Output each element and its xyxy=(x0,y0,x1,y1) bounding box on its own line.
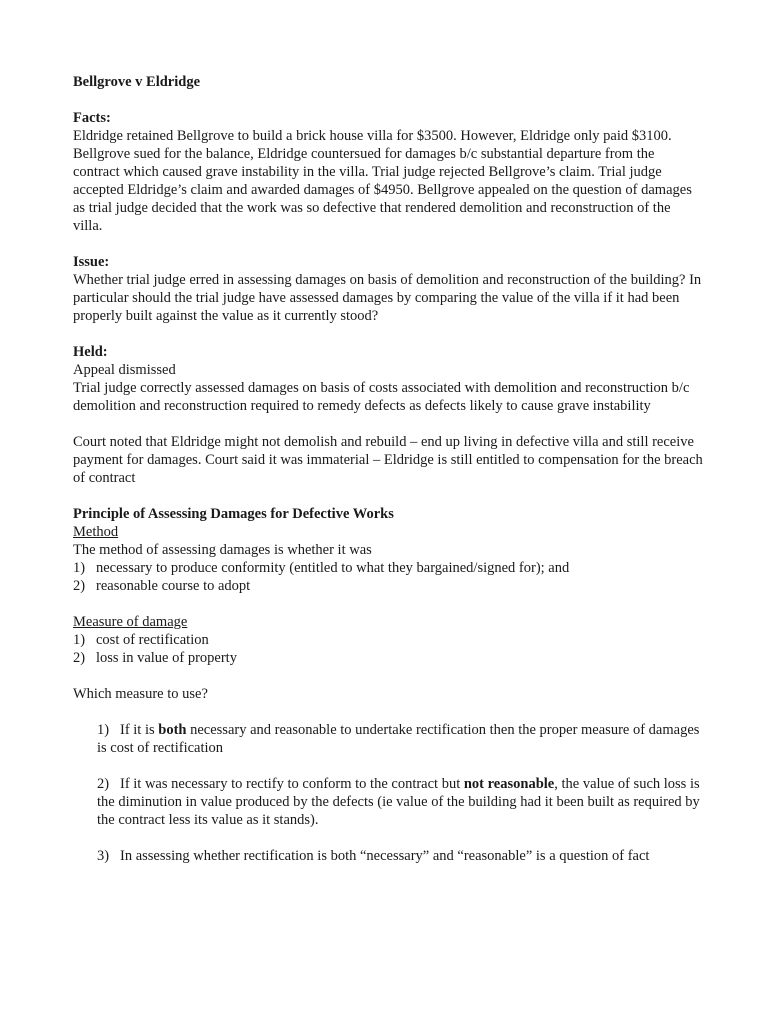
list-item xyxy=(73,649,703,667)
held-note: Court noted that Eldridge might not demolish and rebuild – end up living in defective villa and still receive payment for damages. Court said it was immaterial – Eldridge is still entitled to compensation for the breach of contract xyxy=(73,434,703,486)
list-number: 1) xyxy=(73,632,86,648)
list-item xyxy=(73,721,703,757)
facts-text: Eldridge retained Bellgrove to build a brick house villa for $3500. However, Eldridge only paid $3100. Bellgrove sued for the balance, Eldridge countersued for damages b/c substantial departure from the contract which caused grave instability in the villa. Trial judge rejected Bellgrove’s claim. Trial judge accepted Eldridge’s claim and awarded damages of $4950. Bellgrove appealed on the question of damages as trial judge decided that the work was so defective that rendered demolition and reconstruction of the villa. xyxy=(73,128,692,234)
list-item xyxy=(73,775,703,829)
facts-heading: Facts: xyxy=(73,110,111,126)
held-reasoning: Trial judge correctly assessed damages on basis of costs associated with demolition and reconstruction b/c demolition and reconstruction required to remedy defects as defects likely to cause grave instability xyxy=(73,380,690,414)
method-list xyxy=(73,559,703,595)
list-text: reasonable course to adopt xyxy=(96,578,251,594)
held-outcome: Appeal dismissed xyxy=(73,362,176,378)
list-item xyxy=(73,559,703,577)
document-page xyxy=(73,73,703,883)
list-text-post: necessary and reasonable to undertake rectification then the proper measure of damages is cost of rectification xyxy=(97,722,700,756)
list-text: loss in value of property xyxy=(96,650,237,666)
list-text: necessary to produce conformity (entitled to what they bargained/signed for); and xyxy=(96,560,570,576)
held-heading: Held: xyxy=(73,344,108,360)
list-number: 2) xyxy=(97,776,110,792)
list-text-bold: not reasonable xyxy=(463,776,555,792)
list-number: 3) xyxy=(97,848,110,864)
list-text-pre: In assessing whether rectification is both “necessary” and “reasonable” is a question of fact xyxy=(120,848,650,864)
held-section xyxy=(73,343,703,487)
which-list xyxy=(73,721,703,865)
list-number: 2) xyxy=(73,578,86,594)
method-label: Method xyxy=(73,524,119,540)
list-text-pre: If it is xyxy=(120,722,159,738)
list-item xyxy=(73,631,703,649)
issue-heading: Issue: xyxy=(73,254,110,270)
facts-section xyxy=(73,109,703,235)
list-item xyxy=(73,577,703,595)
principle-section xyxy=(73,505,703,865)
list-text: cost of rectification xyxy=(96,632,209,648)
principle-heading: Principle of Assessing Damages for Defective Works xyxy=(73,506,394,522)
list-text-bold: both xyxy=(158,722,187,738)
measure-list xyxy=(73,631,703,667)
case-title: Bellgrove v Eldridge xyxy=(73,74,201,90)
measure-label: Measure of damage xyxy=(73,614,188,630)
which-question: Which measure to use? xyxy=(73,686,208,702)
method-intro: The method of assessing damages is whether it was xyxy=(73,542,372,558)
list-number: 2) xyxy=(73,650,86,666)
list-text-post: , the value of such loss is the diminution in value produced by the defects (ie value of the building had it been built as required by the contract less its value as it stands). xyxy=(97,776,700,828)
list-number: 1) xyxy=(97,722,110,738)
issue-text: Whether trial judge erred in assessing damages on basis of demolition and reconstruction of the building? In particular should the trial judge have assessed damages by comparing the value of the villa if it had been properly built against the value as it currently stood? xyxy=(73,272,702,324)
list-item xyxy=(73,847,703,865)
list-text-pre: If it was necessary to rectify to conform to the contract but xyxy=(120,776,464,792)
list-number: 1) xyxy=(73,560,86,576)
issue-section xyxy=(73,253,703,325)
